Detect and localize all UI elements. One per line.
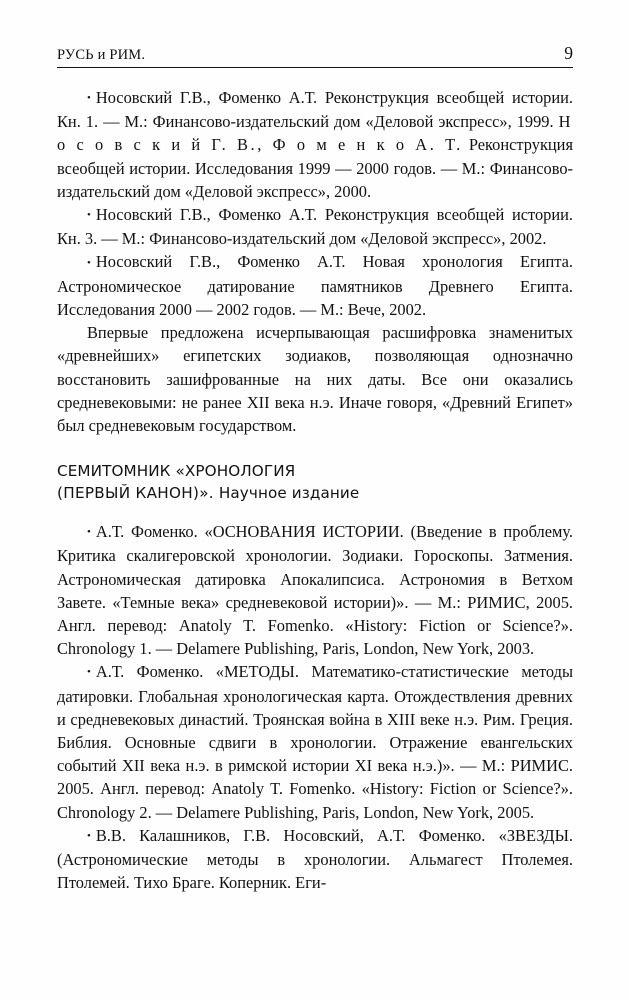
page-number: 9 <box>564 43 573 63</box>
running-head-title: РУСЬ и РИМ. <box>57 47 146 63</box>
entry-text-part-2: Реконструкция всеобщей истории. Исследования 1999 — 2000 годов. — М.: Финансово-издательский дом «Деловой экспресс», 2000. <box>57 135 573 201</box>
bullet-icon: • <box>87 209 91 222</box>
spacer <box>57 504 573 520</box>
entry-text: В.В. Калашников, Г.В. Носовский, А.Т. Фоменко. «ЗВЕЗДЫ. (Астрономические методы в хронологии. Альмагест Птолемея. Птолемей. Тихо Браге. Коперник. Еги- <box>57 825 573 893</box>
bullet-icon: • <box>87 526 91 539</box>
entry-text-part-1: Носовский Г.В., Фоменко А.Т. Реконструкция всеобщей истории. Кн. 1. — М.: Финансово-издательский дом «Деловой экспресс», 1999. <box>57 88 573 132</box>
bibliography-entry <box>57 250 573 321</box>
entry-text: А.Т. Фоменко. «ОСНОВАНИЯ ИСТОРИИ. (Введение в проблему. Критика скалигеровской хронологии. Зодиаки. Гороскопы. Затмения. Астрономическая датировка Апокалипсиса. Астрономия в Ветхом Завете. «Темные века» средневековой истории)». — М.: РИМИС, 2005. Англ. перевод: Anatoly T. Fomenko. «History: Fiction or Science?». Chronology 1. — Delamere Publishing, Paris, London, New York, 2003. <box>57 522 573 659</box>
section-heading-line-1: СЕМИТОМНИК «ХРОНОЛОГИЯ <box>57 462 296 481</box>
running-head-rule <box>57 45 573 68</box>
bullet-icon: • <box>87 256 91 269</box>
entry-text: А.Т. Фоменко. «МЕТОДЫ. Математико-статистические методы датировки. Глобальная хронологическая карта. Отождествления древних и средневековых династий. Троянская война в XIII веке н.э. Рим. Греция. Библия. Основные сдвиги в хронологии. Отражение евангельских событий XII века н.э. в римской истории XI века н.э.)». — М.: РИМИС. 2005. Англ. перевод: Anatoly T. Fomenko. «History: Fiction or Science?». Chronology 2. — Delamere Publishing, Paris, London, New York, 2005. <box>57 662 573 822</box>
section-heading-line-2-rest: Научное издание <box>213 484 360 503</box>
entry-text: Носовский Г.В., Фоменко А.Т. Реконструкция всеобщей истории. Кн. 3. — М.: Финансово-издательский дом «Деловой экспресс», 2002. <box>57 205 573 249</box>
running-head <box>57 45 573 71</box>
bibliography-entry <box>57 660 573 823</box>
spacer <box>57 437 573 460</box>
bibliography-entry <box>57 86 573 203</box>
annotation-text: Впервые предложена исчерпывающая расшифровка знаменитых «древнейших» египетских зодиаков, позволяющая однозначно восстановить зашифрованные на них даты. Все они оказались средневековыми: не ранее XII века н.э. Иначе говоря, «Древний Египет» был средневековым государством. <box>57 323 573 435</box>
bullet-icon: • <box>87 666 91 679</box>
entry-text-letterspaced: Н о с о в с к и й Г. В., Ф о м е н к о А. Т. <box>57 112 573 155</box>
bullet-icon: • <box>87 92 91 105</box>
bibliography-entry <box>57 520 573 660</box>
bibliography-entry <box>57 824 573 895</box>
annotation-paragraph <box>57 321 573 437</box>
bibliography-entry <box>57 203 573 250</box>
section-heading-line-2-caps: (ПЕРВЫЙ КАНОН)». <box>57 484 214 503</box>
text-column <box>57 86 573 894</box>
section-heading <box>57 460 573 504</box>
bullet-icon: • <box>87 829 91 842</box>
entry-text: Носовский Г.В., Фоменко А.Т. Новая хронология Египта. Астрономическое датирование памятников Древнего Египта. Исследования 2000 — 2002 годов. — М.: Вече, 2002. <box>57 252 573 319</box>
